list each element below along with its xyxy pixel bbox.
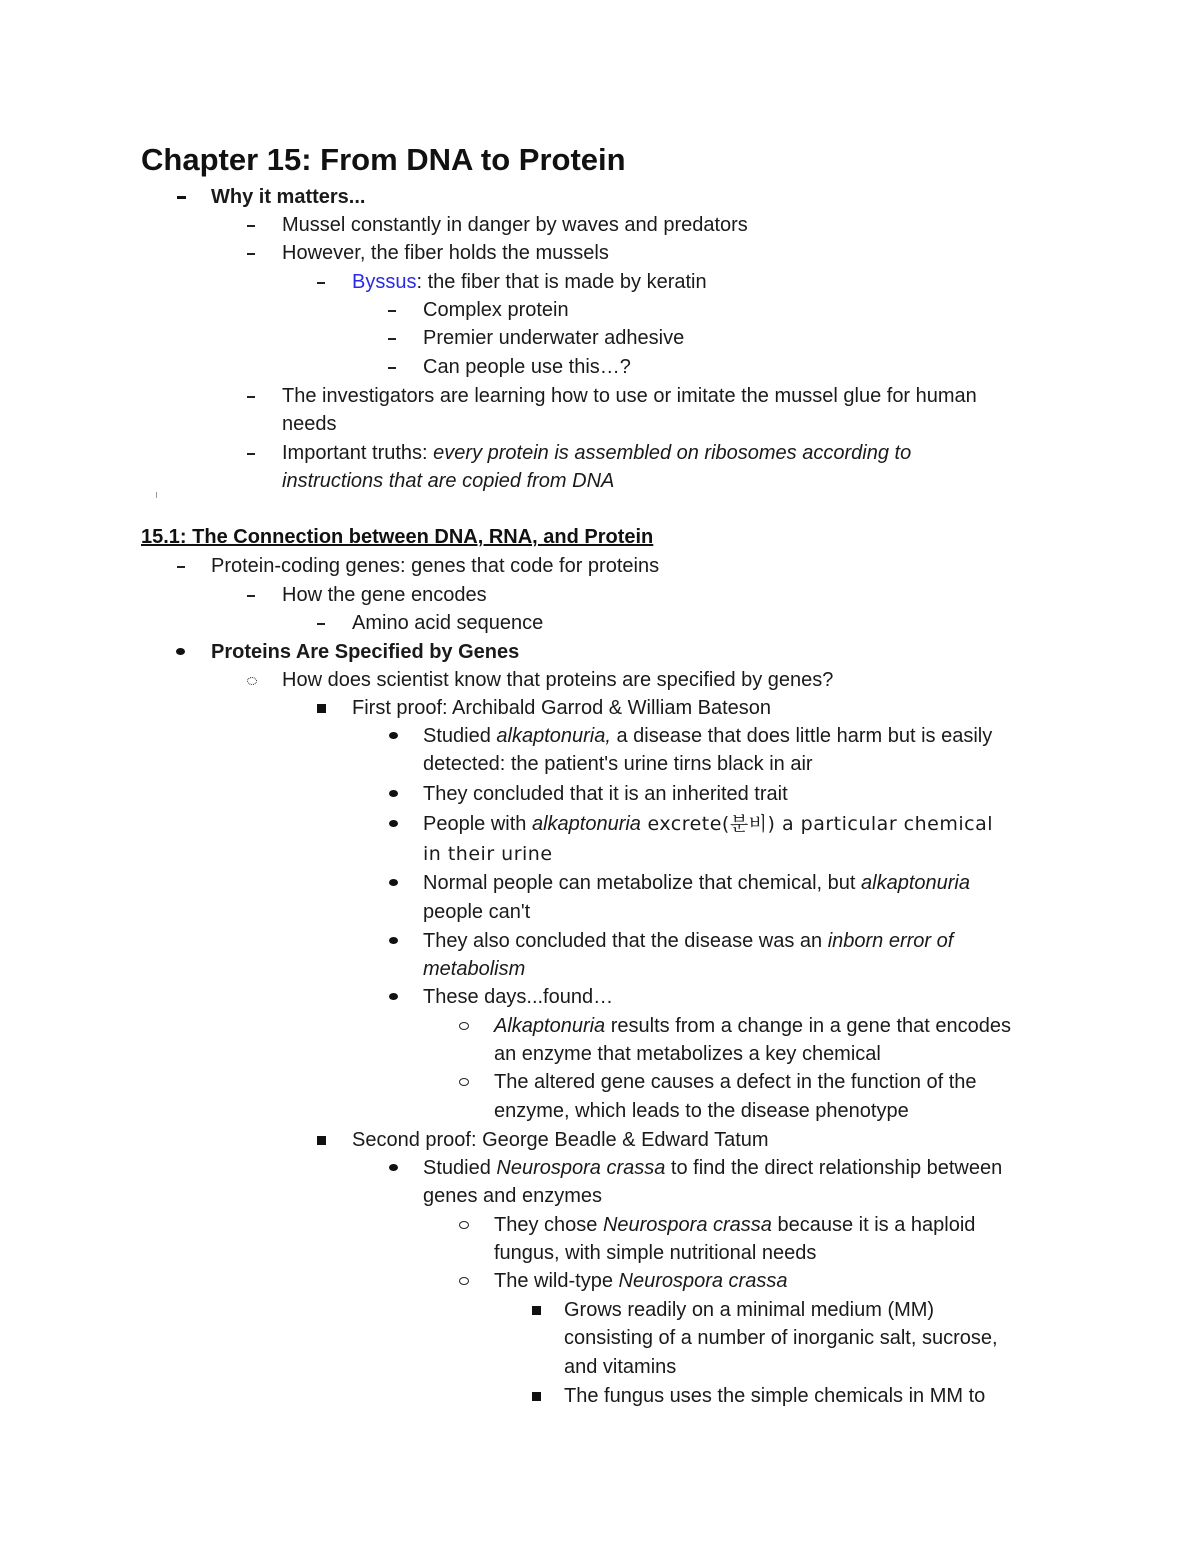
altered-gene: The altered gene causes a defect in the function of the [494, 1071, 977, 1093]
chapter-title: Chapter 15: From DNA to Protein [141, 142, 626, 177]
dash-bullet-icon [317, 282, 325, 284]
dash-bullet-icon [388, 338, 396, 340]
dash-bullet-icon [247, 396, 255, 398]
byssus-term: Byssus [352, 271, 417, 293]
bullet-dot-icon [389, 937, 398, 944]
inborn-error-cont: metabolism [423, 958, 526, 980]
fungus-uses: The fungus uses the simple chemicals in MM to [564, 1385, 986, 1407]
term-neurospora: Neurospora crassa [496, 1157, 666, 1179]
text-run: The wild-type [494, 1270, 619, 1292]
second-proof: Second proof: George Beadle & Edward Tatum [352, 1129, 769, 1151]
term-alkaptonuria: alkaptonuria [531, 813, 641, 835]
hollow-circle-bullet-icon [459, 1022, 469, 1030]
square-bullet-icon [317, 704, 326, 713]
text-run: Studied [423, 1157, 497, 1179]
truths-text: every protein is assembled on ribosomes according to [433, 442, 912, 464]
byssus-sub-item: Premier underwater adhesive [423, 327, 685, 349]
text-run: because it is a haploid [771, 1214, 976, 1236]
investigators-line: The investigators are learning how to use or imitate the mussel glue for human [282, 385, 977, 407]
investigators-line-cont: needs [282, 413, 337, 435]
normal-people [423, 869, 970, 897]
alkaptonuria-result [494, 1012, 1011, 1040]
why-item: Mussel constantly in danger by waves and predators [282, 214, 748, 236]
gene-encodes: How the gene encodes [282, 584, 487, 606]
grows-readily-cont: consisting of a number of inorganic salt, sucrose, [564, 1327, 998, 1349]
people-with-alkaptonuria-cont: in their urine [423, 843, 553, 865]
first-proof: First proof: Archibald Garrod & William Bateson [352, 697, 772, 719]
inherited-trait: They concluded that it is an inherited trait [423, 783, 788, 805]
alkaptonuria-result-cont: an enzyme that metabolizes a key chemical [494, 1043, 881, 1065]
bullet-dot-icon [176, 648, 185, 655]
studied-neurospora [423, 1154, 1002, 1182]
bullet-dot-icon [389, 1164, 398, 1171]
term-alkaptonuria: alkaptonuria, [496, 725, 611, 747]
truths-line [282, 439, 911, 467]
dash-bullet-icon [388, 367, 396, 369]
hollow-circle-bullet-icon [247, 677, 257, 685]
why-item: However, the fiber holds the mussels [282, 242, 609, 264]
truths-line-cont: instructions that are copied from DNA [282, 470, 615, 492]
dash-bullet-icon [388, 310, 396, 312]
term-inborn-error: inborn error of [827, 930, 954, 952]
byssus-definition: : the fiber that is made by keratin [416, 271, 707, 293]
they-chose [494, 1211, 975, 1239]
term-neurospora: Neurospora crassa [602, 1214, 772, 1236]
text-run: Studied [423, 725, 497, 747]
studied-alkaptonuria [423, 722, 992, 750]
bullet-dot-icon [389, 993, 398, 1000]
studied-alkaptonuria-cont: detected: the patient's urine tirns black in air [423, 753, 813, 775]
why-heading: Why it matters... [211, 186, 366, 208]
byssus-sub-item: Complex protein [423, 299, 569, 321]
wild-type [494, 1267, 787, 1295]
text-run: They chose [494, 1214, 603, 1236]
dash-bullet-icon [247, 225, 255, 227]
text-run: They also concluded that the disease was an [423, 930, 828, 952]
text-run: People with [423, 813, 532, 835]
normal-people-cont: people can't [423, 901, 531, 923]
they-chose-cont: fungus, with simple nutritional needs [494, 1242, 817, 1264]
stray-mark [156, 492, 157, 498]
bullet-dot-icon [389, 879, 398, 886]
square-bullet-icon [532, 1306, 541, 1315]
dash-bullet-icon [177, 566, 185, 568]
section-heading: 15.1: The Connection between DNA, RNA, and Protein [141, 526, 654, 548]
truths-label: Important truths: [282, 442, 434, 464]
protein-coding-genes: Protein-coding genes: genes that code for proteins [211, 555, 660, 577]
byssus-sub-item: Can people use this…? [423, 356, 631, 378]
hollow-circle-bullet-icon [459, 1221, 469, 1229]
square-bullet-icon [532, 1392, 541, 1401]
hollow-circle-bullet-icon [459, 1078, 469, 1086]
amino-acid-sequence: Amino acid sequence [352, 612, 544, 634]
dash-bullet-icon [247, 253, 255, 255]
dash-bullet-icon [177, 196, 186, 199]
specified-heading: Proteins Are Specified by Genes [211, 641, 520, 663]
grows-readily: Grows readily on a minimal medium (MM) [564, 1299, 935, 1321]
square-bullet-icon [317, 1136, 326, 1145]
hollow-circle-bullet-icon [459, 1277, 469, 1285]
text-run: to find the direct relationship between [665, 1157, 1003, 1179]
bullet-dot-icon [389, 820, 398, 827]
text-run: Normal people can metabolize that chemical, but [423, 872, 862, 894]
dash-bullet-icon [317, 623, 325, 625]
byssus-line [352, 268, 707, 296]
inborn-error [423, 927, 953, 955]
people-with-alkaptonuria [423, 810, 993, 838]
these-days: These days...found… [423, 986, 614, 1008]
studied-neurospora-cont: genes and enzymes [423, 1185, 603, 1207]
term-alkaptonuria: alkaptonuria [861, 872, 970, 894]
grows-readily-cont: and vitamins [564, 1356, 677, 1378]
text-run: a disease that does little harm but is easily [610, 725, 993, 747]
dash-bullet-icon [247, 453, 255, 455]
altered-gene-cont: enzyme, which leads to the disease phenotype [494, 1100, 909, 1122]
question-line: How does scientist know that proteins are specified by genes? [282, 669, 834, 691]
bullet-dot-icon [389, 732, 398, 739]
dash-bullet-icon [247, 595, 255, 597]
bullet-dot-icon [389, 790, 398, 797]
term-alkaptonuria: Alkaptonuria [494, 1015, 606, 1037]
text-run: results from a change in a gene that encodes [605, 1015, 1011, 1037]
term-neurospora: Neurospora crassa [618, 1270, 788, 1292]
text-run: excrete(분비) a particular chemical [640, 813, 994, 835]
